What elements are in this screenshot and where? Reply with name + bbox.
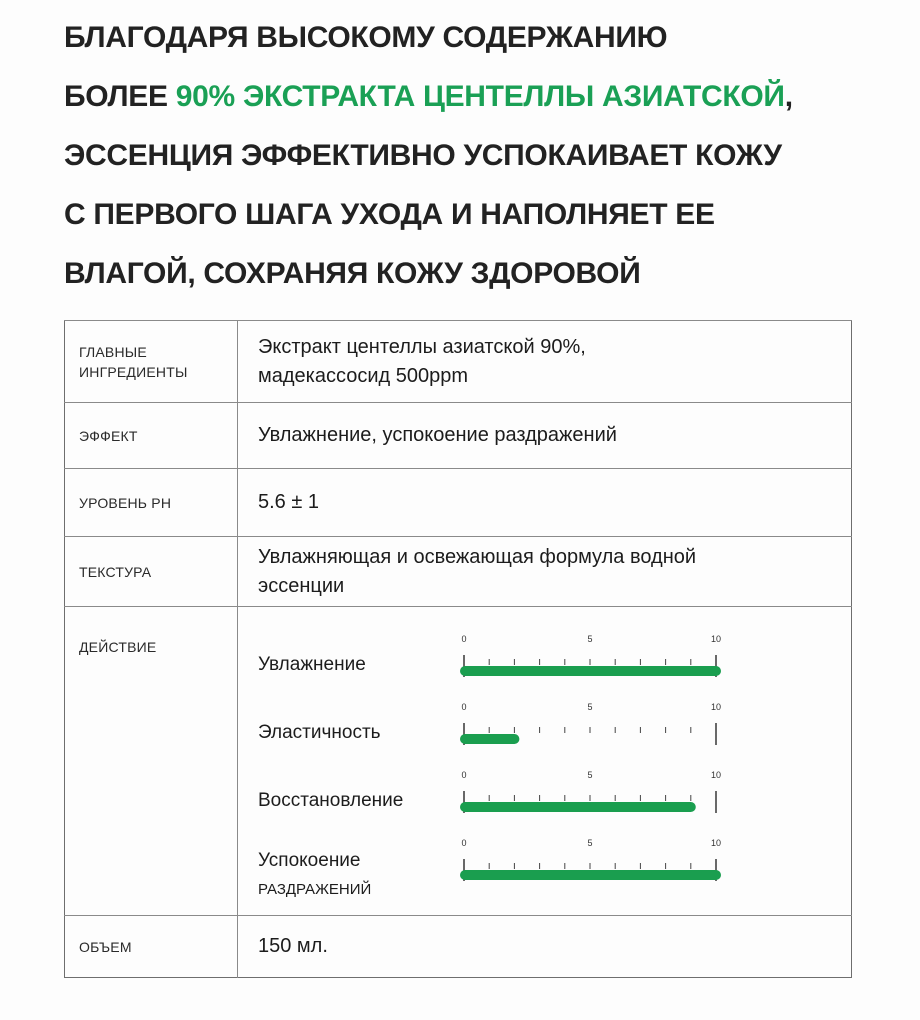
value-ingredients-line-2: мадекассосид 500ppm (258, 364, 468, 387)
effect-name: Увлажнение (258, 654, 366, 675)
value-texture-line-1: Увлажняющая и освежающая формула водной (258, 545, 697, 568)
effect-scale (458, 701, 722, 751)
effect-scale (458, 769, 722, 819)
label-volume: ОБЪЕМ (65, 916, 238, 978)
value-ph: 5.6 ± 1 (238, 469, 852, 537)
label-ingredients-line-1: ГЛАВНЫЕ (79, 343, 147, 360)
scale-tick-label: 0 (461, 770, 467, 780)
value-ingredients-line-1: Экстракт центеллы азиатской 90%, (258, 335, 586, 358)
value-ingredients (238, 321, 852, 403)
scale-tick-label: 5 (587, 702, 593, 712)
scale-tick-label: 10 (710, 770, 722, 780)
value-effect: Увлажнение, успокоение раздражений (238, 403, 852, 469)
label-effect: ЭФФЕКТ (65, 403, 238, 469)
row-volume (65, 916, 852, 978)
effect-name-line-1: Успокоение (258, 850, 361, 871)
effect-scale (458, 837, 722, 887)
effect-row-moisturizing (258, 633, 835, 701)
effect-scale-svg (458, 701, 722, 751)
value-texture (238, 537, 852, 607)
headline-line-5: ВЛАГОЙ, СОХРАНЯЯ КОЖУ ЗДОРОВОЙ (64, 257, 641, 290)
effect-row-soothing (258, 837, 835, 905)
scale-tick-label: 10 (710, 702, 722, 712)
effect-scale-svg (458, 769, 722, 819)
effect-row-elasticity (258, 701, 835, 769)
effect-name: Восстановление (258, 790, 404, 811)
row-action (65, 607, 852, 916)
headline-line-2-prefix: БОЛЕЕ (64, 80, 176, 113)
effect-name-line-2: РАЗДРАЖЕНИЙ (258, 881, 372, 898)
row-ph (65, 469, 852, 537)
headline-line-4: С ПЕРВОГО ШАГА УХОДА И НАПОЛНЯЕТ ЕЕ (64, 198, 715, 231)
scale-tick-label: 5 (587, 770, 593, 780)
effect-scale-svg (458, 837, 722, 887)
effect-row-restoration (258, 769, 835, 837)
headline-line-1: БЛАГОДАРЯ ВЫСОКОМУ СОДЕРЖАНИЮ (64, 21, 668, 54)
action-effects (238, 607, 852, 916)
effect-scale (458, 633, 722, 683)
headline (64, 8, 894, 303)
headline-line-3: ЭССЕНЦИЯ ЭФФЕКТИВНО УСПОКАИВАЕТ КОЖУ (64, 139, 782, 172)
effect-name: Эластичность (258, 722, 381, 743)
row-texture (65, 537, 852, 607)
label-ingredients (65, 321, 238, 403)
headline-accent: 90% ЭКСТРАКТА ЦЕНТЕЛЛЫ АЗИАТСКОЙ (175, 80, 785, 113)
value-texture-line-2: эссенции (258, 574, 345, 597)
scale-tick-label: 0 (461, 838, 467, 848)
effect-scale-svg (458, 633, 722, 683)
scale-tick-label: 5 (587, 838, 593, 848)
scale-tick-label: 0 (461, 634, 467, 644)
label-action: ДЕЙСТВИЕ (65, 607, 238, 916)
scale-tick-label: 10 (710, 838, 722, 848)
value-volume: 150 мл. (238, 916, 852, 978)
headline-line-2-suffix: , (784, 80, 793, 113)
label-texture: ТЕКСТУРА (65, 537, 238, 607)
scale-tick-label: 5 (587, 634, 593, 644)
scale-tick-label: 0 (461, 702, 467, 712)
effect-name (258, 847, 458, 903)
row-ingredients (65, 321, 852, 403)
row-effect (65, 403, 852, 469)
label-ingredients-line-2: ИНГРЕДИЕНТЫ (79, 363, 188, 380)
spec-table (64, 320, 852, 978)
label-ph: УРОВЕНЬ PH (65, 469, 238, 537)
scale-tick-label: 10 (710, 634, 722, 644)
